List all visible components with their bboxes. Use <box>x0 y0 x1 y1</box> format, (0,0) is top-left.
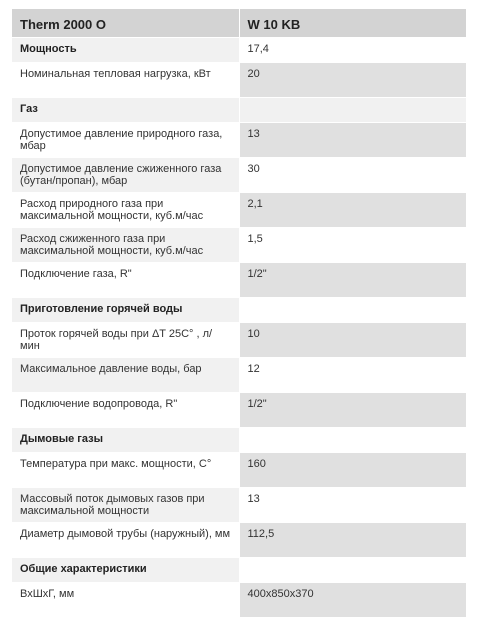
row-value: 10 <box>239 323 466 358</box>
model-value: W 10 KB <box>239 9 466 38</box>
row-value: 30 <box>239 158 466 193</box>
row-label: Максимальное давление воды, бар <box>12 358 239 393</box>
row-label: Проток горячей воды при ΔT 25С° , л/мин <box>12 323 239 358</box>
table-row <box>12 488 466 523</box>
spec-table <box>12 8 466 617</box>
table-row <box>12 583 466 617</box>
row-value: 13 <box>239 488 466 523</box>
row-value: 1/2" <box>239 263 466 298</box>
table-row <box>12 263 466 298</box>
row-label: Подключение водопровода, R" <box>12 393 239 428</box>
row-label: Расход сжиженного газа при максимальной мощности, куб.м/час <box>12 228 239 263</box>
row-label: Расход природного газа при максимальной мощности, куб.м/час <box>12 193 239 228</box>
table-header <box>12 9 466 38</box>
row-label: Массовый поток дымовых газов при максимальной мощности <box>12 488 239 523</box>
row-value: 13 <box>239 123 466 158</box>
section-label: Общие характеристики <box>12 558 239 583</box>
table-row <box>12 453 466 488</box>
table-row <box>12 393 466 428</box>
row-label: Подключение газа, R" <box>12 263 239 298</box>
table-row <box>12 158 466 193</box>
section-value <box>239 298 466 323</box>
row-label: Допустимое давление природного газа, мбар <box>12 123 239 158</box>
table-row <box>12 228 466 263</box>
section-row <box>12 298 466 323</box>
table-row <box>12 358 466 393</box>
row-value: 160 <box>239 453 466 488</box>
row-value: 12 <box>239 358 466 393</box>
row-value: 1/2" <box>239 393 466 428</box>
section-value: 17,4 <box>239 38 466 63</box>
row-label: Допустимое давление сжиженного газа (бутан/пропан), мбар <box>12 158 239 193</box>
table-row <box>12 63 466 98</box>
table-row <box>12 193 466 228</box>
row-value: 400х850х370 <box>239 583 466 617</box>
section-label: Приготовление горячей воды <box>12 298 239 323</box>
table-row <box>12 323 466 358</box>
section-label: Мощность <box>12 38 239 63</box>
section-label: Газ <box>12 98 239 123</box>
row-value: 2,1 <box>239 193 466 228</box>
row-value: 1,5 <box>239 228 466 263</box>
row-label: Температура при макс. мощности, С° <box>12 453 239 488</box>
row-value: 20 <box>239 63 466 98</box>
section-row <box>12 98 466 123</box>
row-label: ВхШхГ, мм <box>12 583 239 617</box>
section-value <box>239 558 466 583</box>
model-label: Therm 2000 O <box>12 9 239 38</box>
section-value <box>239 98 466 123</box>
table-row <box>12 123 466 158</box>
section-value <box>239 428 466 453</box>
section-label: Дымовые газы <box>12 428 239 453</box>
row-label: Диаметр дымовой трубы (наружный), мм <box>12 523 239 558</box>
section-row <box>12 38 466 63</box>
row-label: Номинальная тепловая нагрузка, кВт <box>12 63 239 98</box>
row-value: 112,5 <box>239 523 466 558</box>
table-row <box>12 523 466 558</box>
section-row <box>12 428 466 453</box>
section-row <box>12 558 466 583</box>
